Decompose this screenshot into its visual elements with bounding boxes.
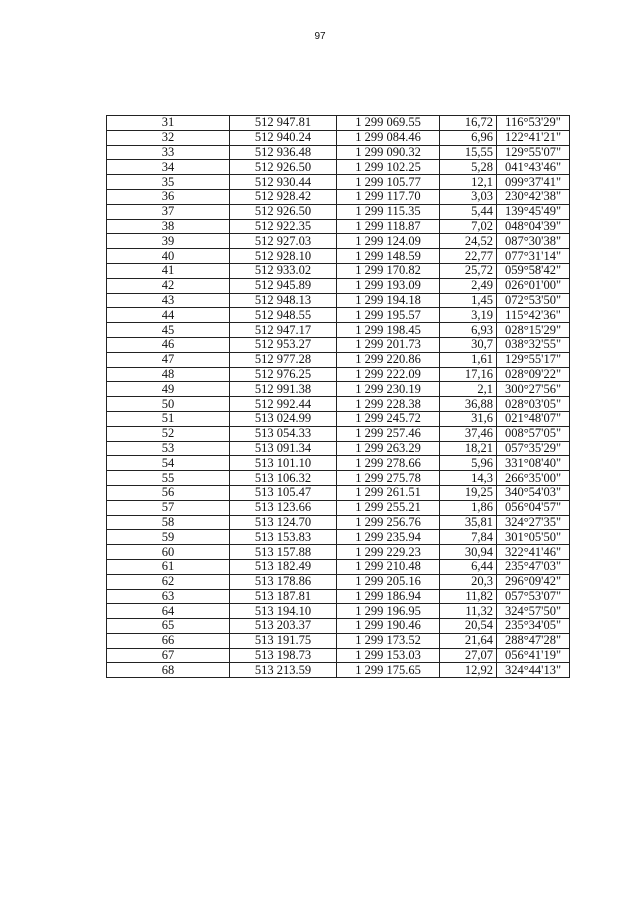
table-row: [107, 530, 570, 545]
x-coordinate-cell: 512 945.89: [230, 278, 337, 293]
bearing-cell: 087°30'38": [497, 234, 570, 249]
x-coordinate-cell: 512 992.44: [230, 397, 337, 412]
table-row: [107, 456, 570, 471]
table-row: [107, 589, 570, 604]
coordinates-table: [106, 115, 570, 678]
point-number-cell: 44: [107, 308, 230, 323]
table-row: [107, 263, 570, 278]
table-row: [107, 633, 570, 648]
bearing-cell: 129°55'07": [497, 145, 570, 160]
table-row: [107, 189, 570, 204]
bearing-cell: 122°41'21": [497, 130, 570, 145]
point-number-cell: 40: [107, 249, 230, 264]
table-row: [107, 441, 570, 456]
bearing-cell: 028°03'05": [497, 397, 570, 412]
point-number-cell: 55: [107, 471, 230, 486]
x-coordinate-cell: 512 991.38: [230, 382, 337, 397]
distance-cell: 19,25: [440, 485, 497, 500]
table-row: [107, 411, 570, 426]
distance-cell: 35,81: [440, 515, 497, 530]
bearing-cell: 235°34'05": [497, 619, 570, 634]
point-number-cell: 41: [107, 263, 230, 278]
x-coordinate-cell: 512 928.42: [230, 189, 337, 204]
y-coordinate-cell: 1 299 205.16: [337, 574, 440, 589]
table-row: [107, 382, 570, 397]
bearing-cell: 301°05'50": [497, 530, 570, 545]
bearing-cell: 048°04'39": [497, 219, 570, 234]
table-row: [107, 471, 570, 486]
point-number-cell: 31: [107, 116, 230, 131]
bearing-cell: 296°09'42": [497, 574, 570, 589]
x-coordinate-cell: 512 926.50: [230, 204, 337, 219]
x-coordinate-cell: 512 926.50: [230, 160, 337, 175]
y-coordinate-cell: 1 299 090.32: [337, 145, 440, 160]
y-coordinate-cell: 1 299 245.72: [337, 411, 440, 426]
point-number-cell: 64: [107, 604, 230, 619]
x-coordinate-cell: 513 123.66: [230, 500, 337, 515]
bearing-cell: 059°58'42": [497, 263, 570, 278]
y-coordinate-cell: 1 299 190.46: [337, 619, 440, 634]
distance-cell: 1,86: [440, 500, 497, 515]
x-coordinate-cell: 513 024.99: [230, 411, 337, 426]
point-number-cell: 65: [107, 619, 230, 634]
x-coordinate-cell: 513 194.10: [230, 604, 337, 619]
distance-cell: 37,46: [440, 426, 497, 441]
distance-cell: 14,3: [440, 471, 497, 486]
y-coordinate-cell: 1 299 084.46: [337, 130, 440, 145]
point-number-cell: 43: [107, 293, 230, 308]
distance-cell: 30,7: [440, 337, 497, 352]
point-number-cell: 66: [107, 633, 230, 648]
point-number-cell: 35: [107, 175, 230, 190]
bearing-cell: 099°37'41": [497, 175, 570, 190]
bearing-cell: 340°54'03": [497, 485, 570, 500]
point-number-cell: 63: [107, 589, 230, 604]
y-coordinate-cell: 1 299 275.78: [337, 471, 440, 486]
bearing-cell: 235°47'03": [497, 559, 570, 574]
x-coordinate-cell: 512 927.03: [230, 234, 337, 249]
bearing-cell: 056°04'57": [497, 500, 570, 515]
distance-cell: 5,28: [440, 160, 497, 175]
y-coordinate-cell: 1 299 210.48: [337, 559, 440, 574]
point-number-cell: 67: [107, 648, 230, 663]
point-number-cell: 50: [107, 397, 230, 412]
distance-cell: 1,61: [440, 352, 497, 367]
x-coordinate-cell: 512 936.48: [230, 145, 337, 160]
y-coordinate-cell: 1 299 102.25: [337, 160, 440, 175]
bearing-cell: 266°35'00": [497, 471, 570, 486]
distance-cell: 5,44: [440, 204, 497, 219]
bearing-cell: 324°27'35": [497, 515, 570, 530]
y-coordinate-cell: 1 299 173.52: [337, 633, 440, 648]
table-row: [107, 545, 570, 560]
x-coordinate-cell: 512 953.27: [230, 337, 337, 352]
table-row: [107, 367, 570, 382]
y-coordinate-cell: 1 299 124.09: [337, 234, 440, 249]
distance-cell: 25,72: [440, 263, 497, 278]
point-number-cell: 34: [107, 160, 230, 175]
table-row: [107, 116, 570, 131]
y-coordinate-cell: 1 299 186.94: [337, 589, 440, 604]
table-row: [107, 352, 570, 367]
x-coordinate-cell: 513 157.88: [230, 545, 337, 560]
x-coordinate-cell: 513 105.47: [230, 485, 337, 500]
x-coordinate-cell: 513 191.75: [230, 633, 337, 648]
y-coordinate-cell: 1 299 201.73: [337, 337, 440, 352]
x-coordinate-cell: 512 948.55: [230, 308, 337, 323]
point-number-cell: 49: [107, 382, 230, 397]
point-number-cell: 68: [107, 663, 230, 678]
point-number-cell: 53: [107, 441, 230, 456]
point-number-cell: 61: [107, 559, 230, 574]
y-coordinate-cell: 1 299 175.65: [337, 663, 440, 678]
point-number-cell: 33: [107, 145, 230, 160]
table-row: [107, 648, 570, 663]
point-number-cell: 39: [107, 234, 230, 249]
y-coordinate-cell: 1 299 196.95: [337, 604, 440, 619]
y-coordinate-cell: 1 299 117.70: [337, 189, 440, 204]
point-number-cell: 36: [107, 189, 230, 204]
table-row: [107, 485, 570, 500]
distance-cell: 11,82: [440, 589, 497, 604]
y-coordinate-cell: 1 299 118.87: [337, 219, 440, 234]
distance-cell: 6,44: [440, 559, 497, 574]
distance-cell: 1,45: [440, 293, 497, 308]
y-coordinate-cell: 1 299 194.18: [337, 293, 440, 308]
table-row: [107, 337, 570, 352]
point-number-cell: 46: [107, 337, 230, 352]
y-coordinate-cell: 1 299 261.51: [337, 485, 440, 500]
table-row: [107, 145, 570, 160]
y-coordinate-cell: 1 299 069.55: [337, 116, 440, 131]
bearing-cell: 028°15'29": [497, 323, 570, 338]
y-coordinate-cell: 1 299 193.09: [337, 278, 440, 293]
point-number-cell: 60: [107, 545, 230, 560]
x-coordinate-cell: 512 977.28: [230, 352, 337, 367]
x-coordinate-cell: 513 213.59: [230, 663, 337, 678]
table-row: [107, 234, 570, 249]
x-coordinate-cell: 512 930.44: [230, 175, 337, 190]
bearing-cell: 057°53'07": [497, 589, 570, 604]
bearing-cell: 056°41'19": [497, 648, 570, 663]
x-coordinate-cell: 512 947.17: [230, 323, 337, 338]
point-number-cell: 38: [107, 219, 230, 234]
bearing-cell: 324°57'50": [497, 604, 570, 619]
point-number-cell: 51: [107, 411, 230, 426]
table-row: [107, 278, 570, 293]
distance-cell: 24,52: [440, 234, 497, 249]
y-coordinate-cell: 1 299 105.77: [337, 175, 440, 190]
table-row: [107, 515, 570, 530]
table-row: [107, 308, 570, 323]
x-coordinate-cell: 513 091.34: [230, 441, 337, 456]
distance-cell: 11,32: [440, 604, 497, 619]
bearing-cell: 115°42'36": [497, 308, 570, 323]
x-coordinate-cell: 513 203.37: [230, 619, 337, 634]
distance-cell: 5,96: [440, 456, 497, 471]
y-coordinate-cell: 1 299 170.82: [337, 263, 440, 278]
distance-cell: 27,07: [440, 648, 497, 663]
bearing-cell: 324°44'13": [497, 663, 570, 678]
y-coordinate-cell: 1 299 257.46: [337, 426, 440, 441]
bearing-cell: 077°31'14": [497, 249, 570, 264]
bearing-cell: 008°57'05": [497, 426, 570, 441]
point-number-cell: 54: [107, 456, 230, 471]
distance-cell: 22,77: [440, 249, 497, 264]
distance-cell: 15,55: [440, 145, 497, 160]
distance-cell: 7,84: [440, 530, 497, 545]
distance-cell: 16,72: [440, 116, 497, 131]
point-number-cell: 56: [107, 485, 230, 500]
bearing-cell: 038°32'55": [497, 337, 570, 352]
x-coordinate-cell: 513 182.49: [230, 559, 337, 574]
table-row: [107, 574, 570, 589]
distance-cell: 36,88: [440, 397, 497, 412]
x-coordinate-cell: 513 054.33: [230, 426, 337, 441]
distance-cell: 6,96: [440, 130, 497, 145]
bearing-cell: 230°42'38": [497, 189, 570, 204]
table-row: [107, 130, 570, 145]
table-row: [107, 619, 570, 634]
x-coordinate-cell: 513 106.32: [230, 471, 337, 486]
bearing-cell: 331°08'40": [497, 456, 570, 471]
y-coordinate-cell: 1 299 195.57: [337, 308, 440, 323]
table-row: [107, 426, 570, 441]
bearing-cell: 322°41'46": [497, 545, 570, 560]
distance-cell: 21,64: [440, 633, 497, 648]
x-coordinate-cell: 513 101.10: [230, 456, 337, 471]
point-number-cell: 59: [107, 530, 230, 545]
point-number-cell: 52: [107, 426, 230, 441]
y-coordinate-cell: 1 299 198.45: [337, 323, 440, 338]
distance-cell: 2,1: [440, 382, 497, 397]
x-coordinate-cell: 513 198.73: [230, 648, 337, 663]
bearing-cell: 288°47'28": [497, 633, 570, 648]
x-coordinate-cell: 512 947.81: [230, 116, 337, 131]
y-coordinate-cell: 1 299 220.86: [337, 352, 440, 367]
distance-cell: 20,3: [440, 574, 497, 589]
x-coordinate-cell: 512 976.25: [230, 367, 337, 382]
table-row: [107, 559, 570, 574]
table-row: [107, 204, 570, 219]
distance-cell: 20,54: [440, 619, 497, 634]
coordinates-table-body: [107, 116, 570, 678]
bearing-cell: 116°53'29": [497, 116, 570, 131]
distance-cell: 7,02: [440, 219, 497, 234]
x-coordinate-cell: 512 940.24: [230, 130, 337, 145]
bearing-cell: 021°48'07": [497, 411, 570, 426]
point-number-cell: 62: [107, 574, 230, 589]
table-row: [107, 604, 570, 619]
y-coordinate-cell: 1 299 256.76: [337, 515, 440, 530]
distance-cell: 30,94: [440, 545, 497, 560]
point-number-cell: 57: [107, 500, 230, 515]
table-row: [107, 219, 570, 234]
distance-cell: 31,6: [440, 411, 497, 426]
x-coordinate-cell: 512 948.13: [230, 293, 337, 308]
x-coordinate-cell: 512 922.35: [230, 219, 337, 234]
table-row: [107, 500, 570, 515]
distance-cell: 3,19: [440, 308, 497, 323]
bearing-cell: 300°27'56": [497, 382, 570, 397]
table-row: [107, 160, 570, 175]
x-coordinate-cell: 513 124.70: [230, 515, 337, 530]
x-coordinate-cell: 512 933.02: [230, 263, 337, 278]
point-number-cell: 48: [107, 367, 230, 382]
distance-cell: 17,16: [440, 367, 497, 382]
y-coordinate-cell: 1 299 115.35: [337, 204, 440, 219]
bearing-cell: 129°55'17": [497, 352, 570, 367]
bearing-cell: 026°01'00": [497, 278, 570, 293]
y-coordinate-cell: 1 299 228.38: [337, 397, 440, 412]
x-coordinate-cell: 513 153.83: [230, 530, 337, 545]
table-row: [107, 397, 570, 412]
bearing-cell: 139°45'49": [497, 204, 570, 219]
x-coordinate-cell: 513 178.86: [230, 574, 337, 589]
point-number-cell: 42: [107, 278, 230, 293]
distance-cell: 18,21: [440, 441, 497, 456]
y-coordinate-cell: 1 299 263.29: [337, 441, 440, 456]
page-number: 97: [314, 31, 326, 42]
point-number-cell: 58: [107, 515, 230, 530]
distance-cell: 12,1: [440, 175, 497, 190]
point-number-cell: 32: [107, 130, 230, 145]
bearing-cell: 028°09'22": [497, 367, 570, 382]
y-coordinate-cell: 1 299 153.03: [337, 648, 440, 663]
y-coordinate-cell: 1 299 148.59: [337, 249, 440, 264]
bearing-cell: 072°53'50": [497, 293, 570, 308]
table-row: [107, 175, 570, 190]
distance-cell: 12,92: [440, 663, 497, 678]
table-row: [107, 249, 570, 264]
point-number-cell: 37: [107, 204, 230, 219]
distance-cell: 2,49: [440, 278, 497, 293]
x-coordinate-cell: 512 928.10: [230, 249, 337, 264]
table-row: [107, 323, 570, 338]
point-number-cell: 47: [107, 352, 230, 367]
table-row: [107, 293, 570, 308]
y-coordinate-cell: 1 299 222.09: [337, 367, 440, 382]
y-coordinate-cell: 1 299 230.19: [337, 382, 440, 397]
bearing-cell: 041°43'46": [497, 160, 570, 175]
y-coordinate-cell: 1 299 229.23: [337, 545, 440, 560]
y-coordinate-cell: 1 299 278.66: [337, 456, 440, 471]
point-number-cell: 45: [107, 323, 230, 338]
table-row: [107, 663, 570, 678]
distance-cell: 3,03: [440, 189, 497, 204]
y-coordinate-cell: 1 299 235.94: [337, 530, 440, 545]
bearing-cell: 057°35'29": [497, 441, 570, 456]
x-coordinate-cell: 513 187.81: [230, 589, 337, 604]
distance-cell: 6,93: [440, 323, 497, 338]
y-coordinate-cell: 1 299 255.21: [337, 500, 440, 515]
